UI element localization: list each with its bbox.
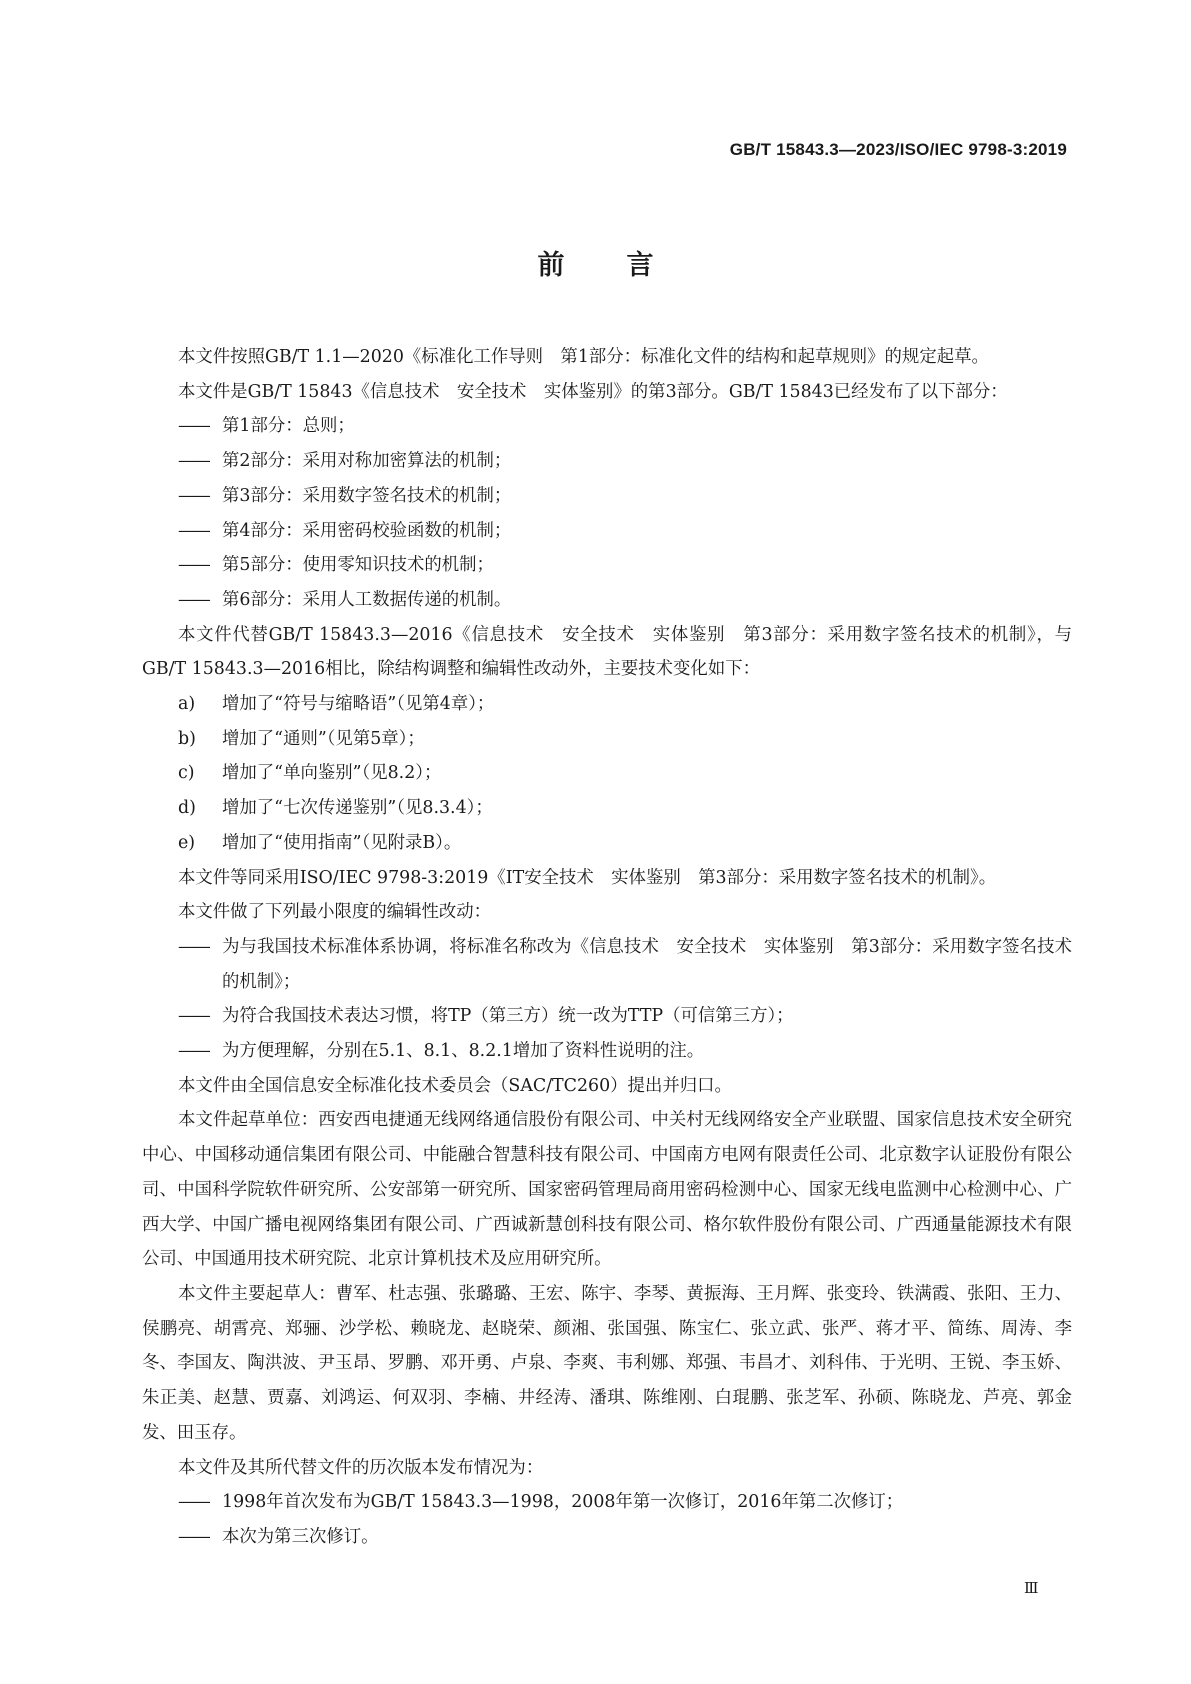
list-item-label: b): [178, 728, 196, 749]
list-item-text: 增加了“单向鉴别”（见8.2）；: [222, 763, 442, 784]
list-item-change: [142, 756, 1072, 791]
list-item-text: 增加了“使用指南”（见附录B）。: [222, 832, 462, 853]
dash-marker: ——: [178, 589, 209, 610]
list-item-text: 第4部分：采用密码校验函数的机制；: [222, 520, 512, 541]
paragraph-drafters: 本文件主要起草人：曹军、杜志强、张璐璐、王宏、陈宇、李琴、黄振海、王月辉、张变玲、铁满霞、张阳、王力、侯鹏亮、胡霄亮、郑骊、沙学松、赖晓龙、赵晓荣、颜湘、张国强、陈宝仁、张立武、张严、蒋才平、简练、周涛、李冬、李国友、陶洪波、尹玉昂、罗鹏、邓开勇、卢泉、李爽、韦利娜、郑强、韦昌才、刘科伟、于光明、王锐、李玉娇、朱正美、赵慧、贾嘉、刘鸿运、何双羽、李楠、井经涛、潘琪、陈维刚、白琨鹏、张芝军、孙硕、陈晓龙、芦亮、郭金发、田玉存。: [142, 1283, 1072, 1443]
list-item-change: [142, 687, 1072, 722]
list-item-text: 第3部分：采用数字签名技术的机制；: [222, 485, 512, 506]
list-item-edit: [142, 930, 1072, 999]
paragraph-drafting-units: 本文件起草单位：西安西电捷通无线网络通信股份有限公司、中关村无线网络安全产业联盟、国家信息技术安全研究中心、中国移动通信集团有限公司、中能融合智慧科技有限公司、中国南方电网有限责任公司、北京数字认证股份有限公司、中国科学院软件研究所、公安部第一研究所、国家密码管理局商用密码检测中心、国家无线电监测中心检测中心、广西大学、中国广播电视网络集团有限公司、广西诚新慧创科技有限公司、格尔软件股份有限公司、广西通量能源技术有限公司、中国通用技术研究院、北京计算机技术及应用研究所。: [142, 1110, 1072, 1270]
dash-marker: ——: [178, 1006, 209, 1027]
paragraph-edit-intro: 本文件做了下列最小限度的编辑性改动：: [178, 902, 492, 923]
paragraph-adoption: 本文件等同采用ISO/IEC 9798-3:2019《IT安全技术 实体鉴别 第3部分：采用数字签名技术的机制》。: [178, 867, 997, 888]
paragraph-history-intro: 本文件及其所代替文件的历次版本发布情况为：: [178, 1457, 544, 1478]
paragraph-series-intro: 本文件是GB/T 15843《信息技术 安全技术 实体鉴别》的第3部分。GB/T 15843已经发布了以下部分：: [178, 381, 1008, 402]
list-item-part: [142, 444, 1072, 479]
list-item-text: 增加了“七次传递鉴别”（见8.3.4）；: [222, 798, 493, 819]
list-item-change: [142, 826, 1072, 861]
list-item-text: 增加了“符号与缩略语”（见第4章）；: [222, 694, 495, 715]
list-item-part: [142, 479, 1072, 514]
list-item-text: 本次为第三次修订。: [222, 1526, 379, 1547]
list-item-label: d): [178, 798, 196, 819]
list-item-part: [142, 514, 1072, 549]
list-item-text: 第6部分：采用人工数据传递的机制。: [222, 589, 512, 610]
list-item-text: 第1部分：总则；: [222, 416, 355, 437]
paragraph-drafting-rules: 本文件按照GB/T 1.1—2020《标准化工作导则 第1部分：标准化文件的结构和起草规则》的规定起草。: [178, 347, 989, 367]
dash-marker: ——: [178, 416, 209, 437]
standard-code: GB/T 15843.3—2023/ISO/IEC 9798-3:2019: [729, 140, 1067, 159]
list-item-history: [142, 1520, 1072, 1555]
list-item-text: 为符合我国技术表达习惯，将TP（第三方）统一改为TTP（可信第三方）；: [222, 1006, 794, 1027]
list-item-text: 增加了“通则”（见第5章）；: [222, 728, 425, 749]
dash-marker: ——: [178, 1492, 209, 1513]
list-item-label: c): [178, 763, 195, 784]
list-item-label: a): [178, 694, 196, 715]
foreword-body: [142, 340, 1072, 1555]
list-item-text: 为方便理解，分别在5.1、8.1、8.2.1增加了资料性说明的注。: [222, 1041, 705, 1062]
dash-marker: ——: [178, 485, 209, 506]
dash-marker: ——: [178, 936, 209, 957]
paragraph-committee: 本文件由全国信息安全标准化技术委员会（SAC/TC260）提出并归口。: [178, 1075, 732, 1096]
dash-marker: ——: [178, 555, 209, 576]
page-title: 前言: [537, 250, 716, 281]
list-item-text: 1998年首次发布为GB/T 15843.3—1998，2008年第一次修订，2016年第二次修订；: [222, 1492, 904, 1513]
list-item-part: [142, 583, 1072, 618]
list-item-text: 第2部分：采用对称加密算法的机制；: [222, 451, 512, 472]
list-item-edit: [142, 999, 1072, 1034]
list-item-edit: [142, 1034, 1072, 1069]
paragraph-replacement: 本文件代替GB/T 15843.3—2016《信息技术 安全技术 实体鉴别 第3部分：采用数字签名技术的机制》，与GB/T 15843.3—2016相比，除结构调整和编辑性改动外，主要技术变化如下：: [142, 624, 1072, 680]
list-item-change: [142, 791, 1072, 826]
list-item-label: e): [178, 832, 196, 853]
dash-marker: ——: [178, 520, 209, 541]
list-item-history: [142, 1485, 1072, 1520]
dash-marker: ——: [178, 1526, 209, 1547]
list-item-text: 为与我国技术标准体系协调，将标准名称改为《信息技术 安全技术 实体鉴别 第3部分：采用数字签名技术的机制》；: [222, 936, 1072, 992]
dash-marker: ——: [178, 1041, 209, 1062]
list-item-text: 第5部分：使用零知识技术的机制；: [222, 555, 494, 576]
page-number: Ⅲ: [1024, 1579, 1039, 1597]
list-item-part: [142, 548, 1072, 583]
list-item-change: [142, 722, 1072, 757]
list-item-part: [142, 409, 1072, 444]
dash-marker: ——: [178, 451, 209, 472]
